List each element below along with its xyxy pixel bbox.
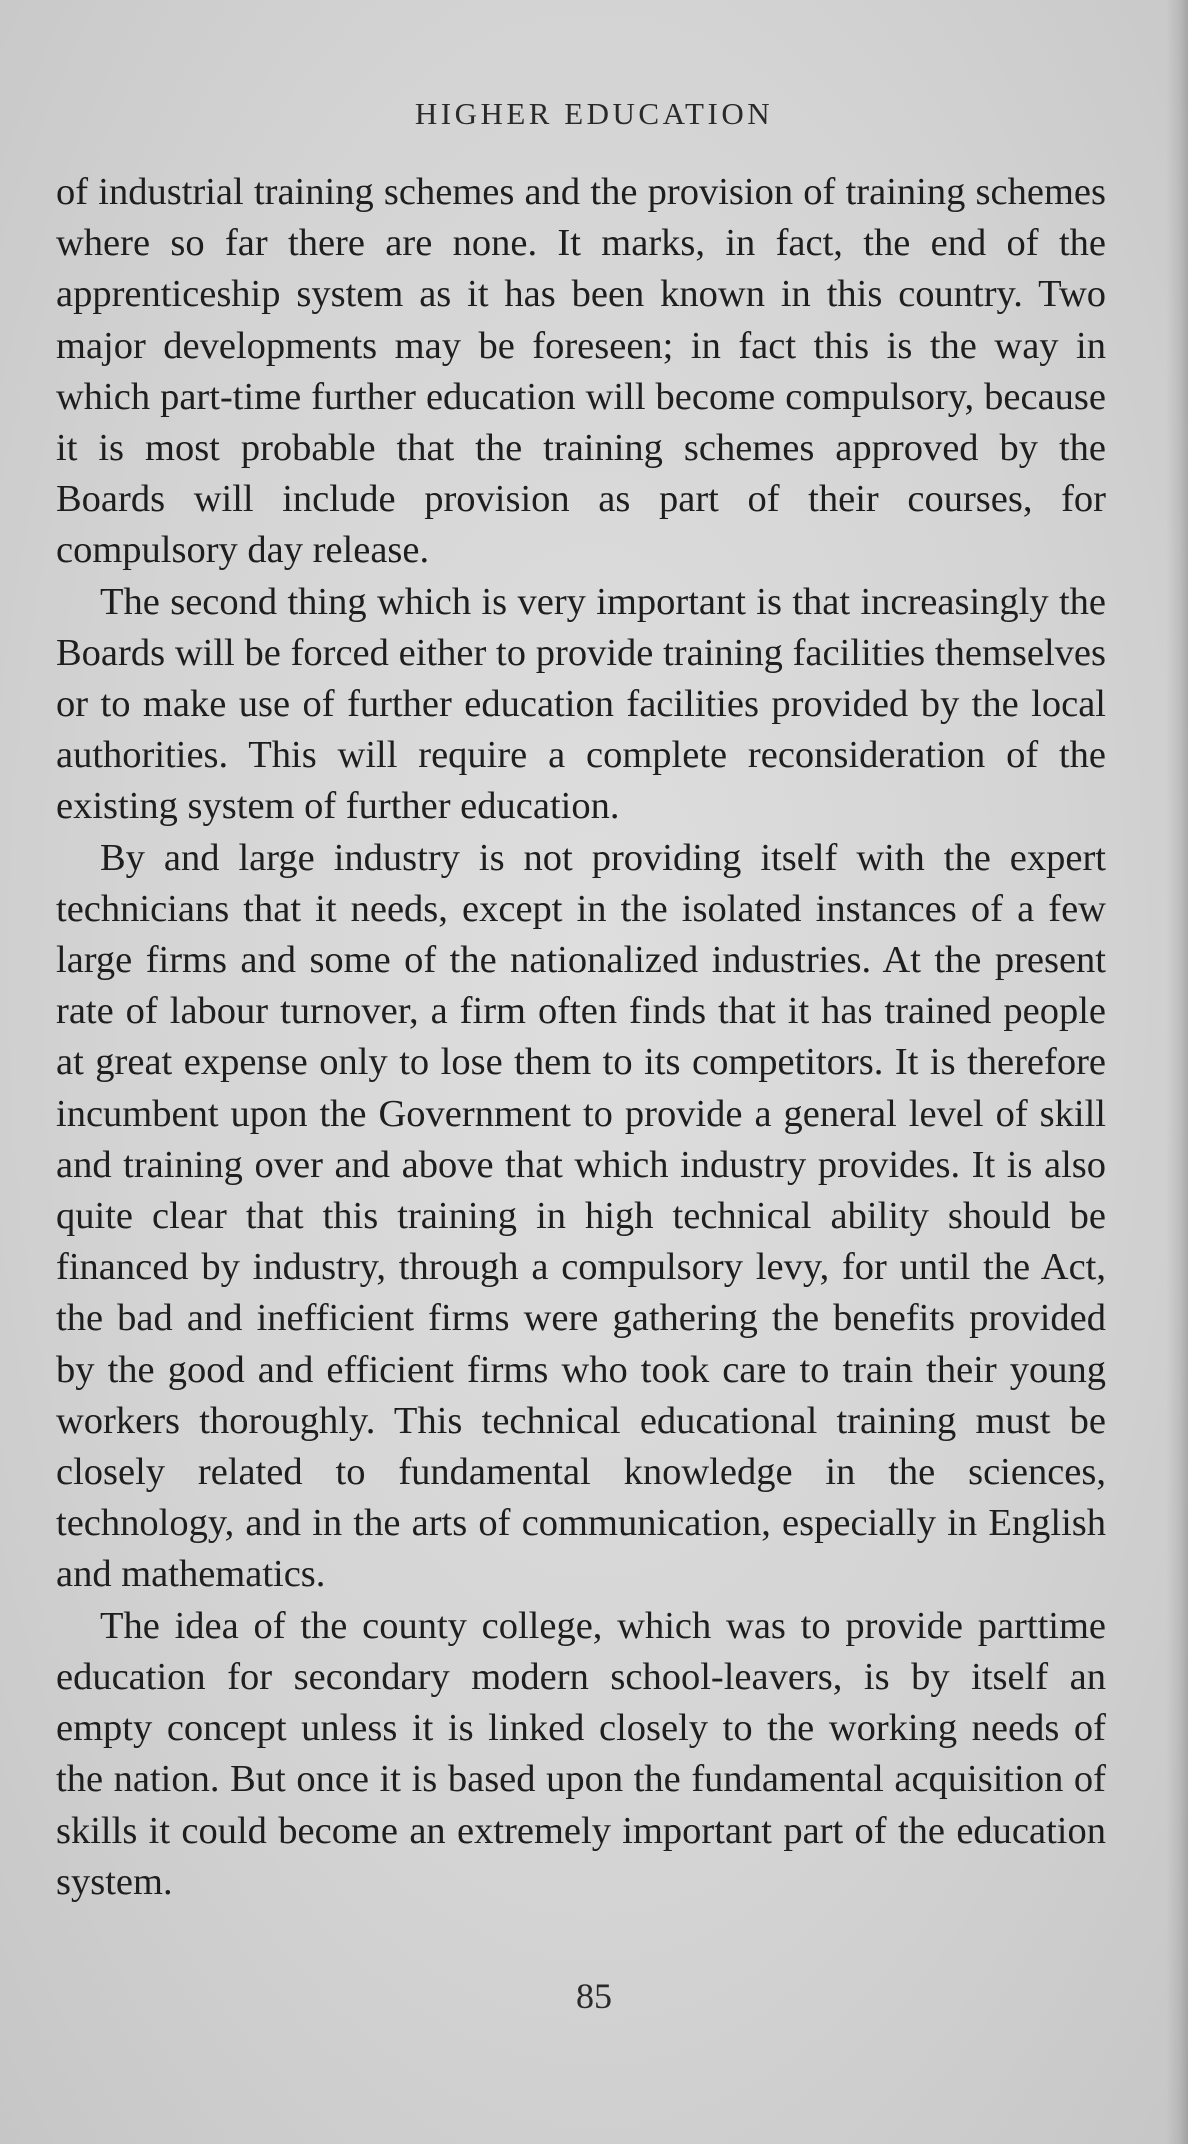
paragraph-county-college: The idea of the county college, which was to provide parttime education for secondary modern school-leavers, is by itself an empty concept unless it is linked closely to the working needs of the nation. But once it is based upon the fundamental acquisition of skills it could become an extremely important part of the education system. xyxy=(56,1604,1106,1903)
body-text xyxy=(56,167,1106,1908)
running-head: HIGHER EDUCATION xyxy=(414,96,774,131)
page-edge-shadow xyxy=(1166,0,1188,2144)
paragraph-boards: The second thing which is very important is that increasingly the Boards will be forced either to provide training facilities themselves or to make use of further education facilities provided by the local authorities. This will require a complete reconsideration of the existing system of further education. xyxy=(56,580,1106,828)
page-number: 85 xyxy=(576,1976,612,2016)
paragraph-continued: of industrial training schemes and the provision of training schemes where so far there are none. It marks, in fact, the end of the apprenticeship system as it has been known in this country. Two major developments may be foreseen; in fact this is the way in which part-time further education will become compulsory, because it is most probable that the training schemes approved by the Boards will include provision as part of their courses, for compulsory day release. xyxy=(56,171,1106,572)
paragraph-industry: By and large industry is not providing itself with the expert technicians that it needs, except in the isolated instances of a few large firms and some of the nationalized industries. At the present rate of labour turnover, a firm often finds that it has trained people at great expense only to lose them to its competitors. It is therefore incumbent upon the Government to provide a general level of skill and training over and above that which industry provides. It is also quite clear that this training in high technical ability should be financed by industry, through a compulsory levy, for until the Act, the bad and inefficient firms were gathering the benefits provided by the good and efficient firms who took care to train their young workers thoroughly. This technical educational training must be closely related to fundamental knowledge in the sciences, technology, and in the arts of communication, especially in English and mathematics. xyxy=(56,836,1106,1596)
